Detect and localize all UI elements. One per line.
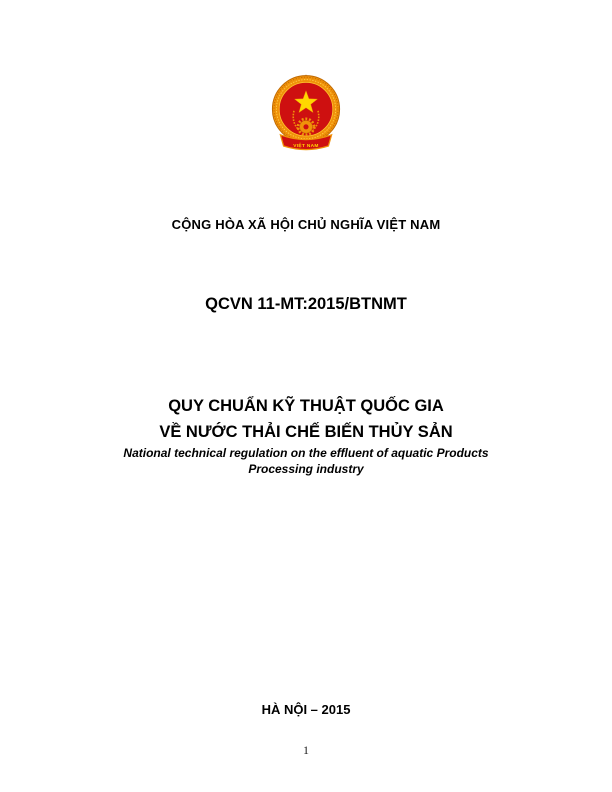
page-number: 1 [303, 743, 309, 757]
national-motto-line: CỘNG HÒA XÃ HỘI CHỦ NGHĨA VIỆT NAM [171, 217, 441, 232]
vietnam-national-emblem [270, 74, 342, 154]
title-english [0, 446, 612, 477]
title-vietnamese-line2: VỀ NƯỚC THẢI CHẾ BIẾN THỦY SẢN [159, 423, 453, 441]
emblem-gear-hub [303, 124, 308, 129]
title-vietnamese-line1: QUY CHUẨN KỸ THUẬT QUỐC GIA [168, 397, 444, 415]
title-english-line1: National technical regulation on the effluent of aquatic Products [123, 446, 489, 460]
vietnam-emblem-graphic [270, 74, 342, 154]
emblem-banner-text: VIỆT NAM [293, 144, 319, 150]
regulation-code: QCVN 11-MT:2015/BTNMT [205, 295, 407, 313]
title-english-line2: Processing industry [248, 461, 364, 476]
title-vietnamese [0, 393, 612, 445]
place-year: HÀ NỘI – 2015 [261, 702, 351, 717]
